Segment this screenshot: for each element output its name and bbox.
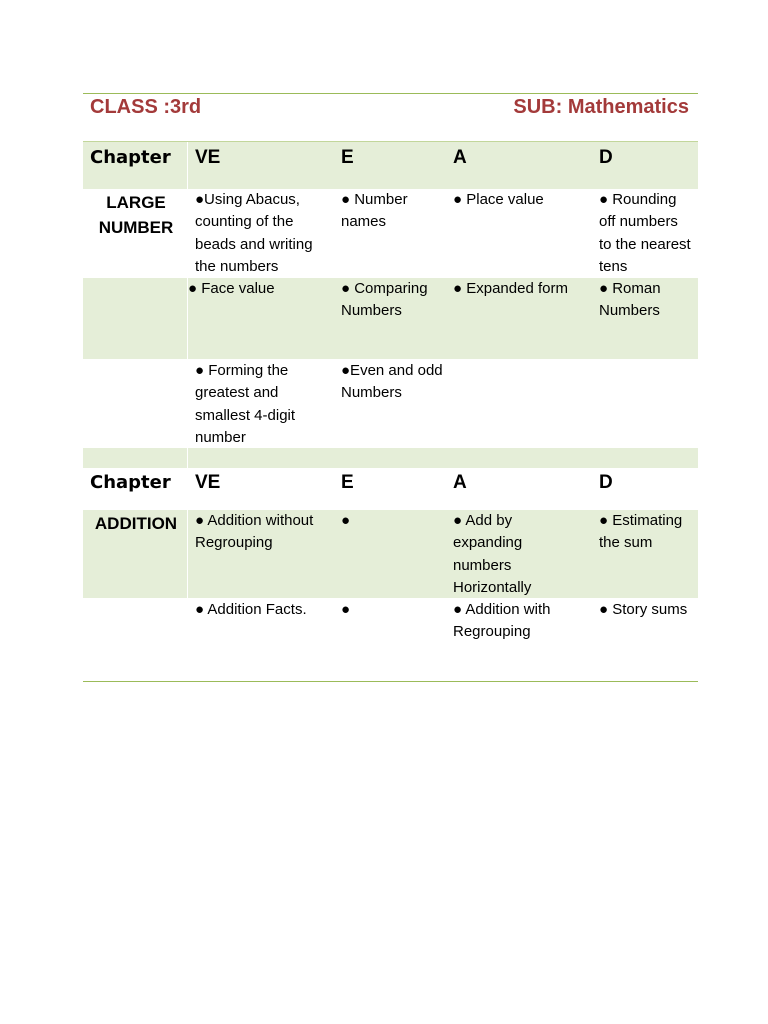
- cell-ve: ● Face value: [188, 280, 275, 297]
- chapter-name-addition: ADDITION: [94, 514, 178, 533]
- cell-e: ●Even and odd Numbers: [341, 362, 443, 402]
- cell-ve: ● Forming the greatest and smallest 4-digit number: [195, 362, 296, 446]
- cell-d: ● Roman Numbers: [599, 280, 661, 320]
- col-separator: [187, 510, 188, 598]
- cell-e: ● Comparing Numbers: [341, 280, 428, 320]
- col-header-ve: VE: [195, 147, 221, 168]
- col-header-d: D: [599, 147, 613, 168]
- class-title: CLASS :3rd: [90, 96, 202, 118]
- col-header-a: A: [453, 472, 467, 493]
- cell-a: ● Add by expanding numbers Horizontally: [453, 512, 532, 596]
- col-header-a: A: [453, 147, 467, 168]
- cell-ve: ●Using Abacus, counting of the beads and writing the numbers: [195, 191, 313, 275]
- col-header-chapter: Chapter: [90, 147, 171, 168]
- cell-ve: ● Addition Facts.: [195, 601, 307, 618]
- cell-d: ● Rounding off numbers to the nearest tens: [599, 191, 691, 275]
- cell-ve: ● Addition without Regrouping: [195, 512, 314, 552]
- top-rule: [83, 93, 698, 94]
- col-separator: [187, 448, 188, 468]
- cell-e: ●: [341, 601, 351, 618]
- cell-d: ● Estimating the sum: [599, 512, 683, 552]
- cell-a: ● Expanded form: [453, 280, 568, 297]
- cell-d: ● Story sums: [599, 601, 688, 618]
- spacer-band: [83, 448, 698, 468]
- col-header-e: E: [341, 472, 354, 493]
- cell-a: ● Place value: [453, 191, 544, 208]
- subject-title: SUB: Mathematics: [513, 96, 689, 118]
- col-header-ve: VE: [195, 472, 221, 493]
- chapter-name-large-number: LARGE NUMBER: [98, 193, 174, 237]
- cell-e: ● Number names: [341, 191, 408, 231]
- cell-e: ●: [341, 512, 351, 529]
- col-separator: [187, 142, 188, 189]
- col-header-chapter: Chapter: [90, 472, 171, 493]
- cell-a: ● Addition with Regrouping: [453, 601, 551, 641]
- col-header-e: E: [341, 147, 354, 168]
- col-header-d: D: [599, 472, 613, 493]
- bottom-rule: [83, 681, 698, 682]
